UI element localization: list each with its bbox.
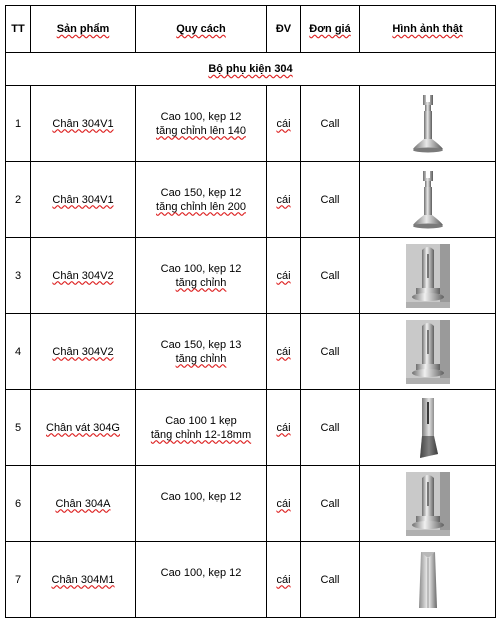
product-spec [136,542,267,618]
row-number: 7 [6,542,31,618]
product-name [31,162,136,238]
spec-line-1: Cao 150, kẹp 12 [160,186,242,199]
product-name [31,86,136,162]
product-price: Call [301,314,360,390]
table-row [6,466,496,542]
product-name-label: Chân vát 304G [46,421,120,434]
unit-label: cái [276,117,291,130]
header-spec [136,6,267,53]
product-unit [267,314,301,390]
product-price: Call [301,542,360,618]
table-row [6,542,496,618]
product-unit [267,390,301,466]
section-title [6,53,496,86]
unit-label: cái [276,193,291,206]
pedestal-foot-slotted-icon [406,472,450,536]
product-name-label: Chân 304V2 [52,269,114,282]
product-unit [267,162,301,238]
product-name-label: Chân 304V2 [52,345,114,358]
pedestal-foot-clevis-icon [408,93,448,155]
product-spec [136,390,267,466]
product-spec [136,466,267,542]
product-price: Call [301,238,360,314]
row-number: 4 [6,314,31,390]
spec-line-1: Cao 150, kẹp 13 [160,338,242,351]
header-photo-label: Hình ảnh thật [392,23,463,35]
section-row [6,53,496,86]
header-unit [267,6,301,53]
product-name-label: Chân 304A [55,497,111,510]
spec-line-2: tăng chỉnh lên 200 [156,200,246,213]
spec-line-2: tăng chỉnh [175,352,227,365]
pedestal-foot-slotted-icon [406,320,450,384]
product-price: Call [301,162,360,238]
product-spec [136,314,267,390]
product-photo [360,162,496,238]
product-spec [136,162,267,238]
product-price: Call [301,390,360,466]
section-title-label: Bộ phụ kiện 304 [208,63,293,75]
header-price [301,6,360,53]
angled-foot-icon [413,396,443,460]
spec-line-2: tăng chỉnh lên 140 [156,124,246,137]
header-product [31,6,136,53]
product-photo [360,314,496,390]
spec-line-1: Cao 100, kẹp 12 [160,262,242,275]
product-price: Call [301,86,360,162]
unit-label: cái [276,345,291,358]
product-unit [267,238,301,314]
unit-label: cái [276,497,291,510]
row-number: 2 [6,162,31,238]
row-number: 5 [6,390,31,466]
product-name [31,542,136,618]
header-tt-label: TT [11,23,25,35]
header-price-label: Đơn giá [309,23,351,35]
unit-label: cái [276,269,291,282]
product-unit [267,466,301,542]
table-row [6,162,496,238]
spec-line-1: Cao 100 1 kẹp [165,414,237,427]
product-spec [136,86,267,162]
spec-line-2: tăng chỉnh 12-18mm [150,428,252,441]
product-name-label: Chân 304V1 [52,117,114,130]
row-number: 6 [6,466,31,542]
row-number: 3 [6,238,31,314]
pedestal-foot-slotted-icon [406,244,450,308]
table-row [6,238,496,314]
square-tapered-foot-icon [413,548,443,612]
header-tt [6,6,31,53]
spec-line-2: tăng chỉnh [175,276,227,289]
product-name [31,238,136,314]
product-photo [360,238,496,314]
product-table [5,5,496,618]
header-row [6,6,496,53]
product-name-label: Chân 304M1 [51,573,115,586]
spec-line-1: Cao 100, kẹp 12 [160,490,242,503]
table-row [6,86,496,162]
product-photo [360,390,496,466]
product-unit [267,542,301,618]
product-name-label: Chân 304V1 [52,193,114,206]
product-spec [136,238,267,314]
table-row [6,314,496,390]
product-name [31,390,136,466]
product-name [31,314,136,390]
spec-line-1: Cao 100, kẹp 12 [160,110,242,123]
header-photo [360,6,496,53]
unit-label: cái [276,421,291,434]
header-spec-label: Quy cách [176,23,226,35]
product-photo [360,86,496,162]
table-row [6,390,496,466]
product-price: Call [301,466,360,542]
header-unit-label: ĐV [275,23,292,35]
product-photo [360,542,496,618]
row-number: 1 [6,86,31,162]
product-photo [360,466,496,542]
product-name [31,466,136,542]
product-unit [267,86,301,162]
pedestal-foot-clevis-icon [408,169,448,231]
spec-line-1: Cao 100, kẹp 12 [160,566,242,579]
unit-label: cái [276,573,291,586]
header-product-label: Sản phẩm [56,23,110,35]
